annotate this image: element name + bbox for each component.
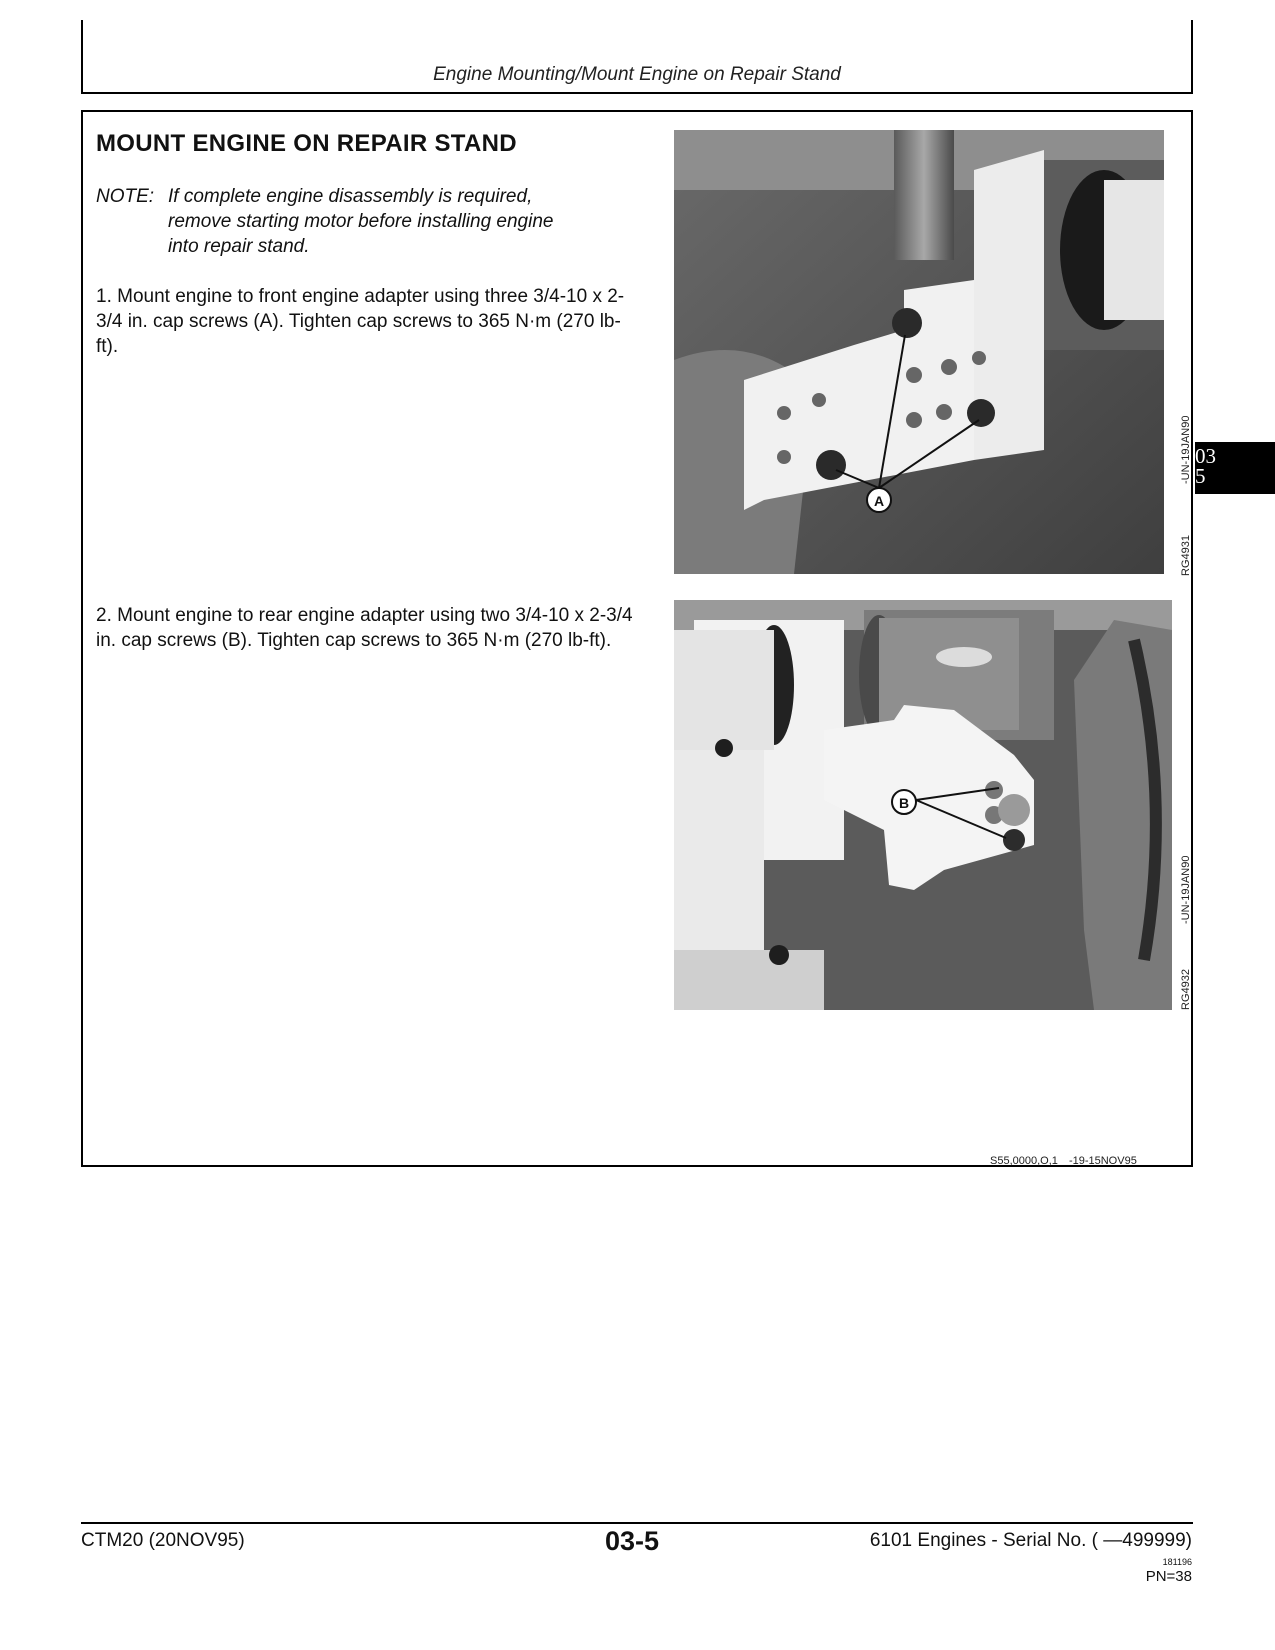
front-adapter-photo (674, 130, 1164, 574)
section-heading: MOUNT ENGINE ON REPAIR STAND (96, 130, 517, 157)
reference-code: S55,0000,O,1 -19-15NOV95 (990, 1155, 1137, 1167)
footer-pn: PN=38 (1145, 1568, 1192, 1585)
step-2-text: 2. Mount engine to rear engine adapter using two 3/4-10 x 2-3/4 in. cap screws (B). Tighten cap screws to 365 N·m (270 lb-ft). (96, 605, 633, 651)
footer-page-number: 03-5 (605, 1526, 660, 1556)
section-tab-line-1: 03 (1195, 444, 1216, 468)
footer-print-code: 181196 (1162, 1557, 1192, 1567)
page-header-title: Engine Mounting/Mount Engine on Repair Stand (433, 64, 841, 85)
footer-manual-id: CTM20 (20NOV95) (81, 1530, 245, 1551)
callout-b: B (898, 795, 910, 811)
footer-rule (81, 1522, 1193, 1524)
note-block (96, 184, 626, 259)
note-line-3: into repair stand. (168, 236, 310, 257)
section-tab-line-2: 5 (1195, 464, 1206, 488)
note-line-2: remove starting motor before installing engine (168, 211, 554, 232)
figure-1-date-code: -UN-19JAN90 (1180, 415, 1192, 484)
page-header-frame (81, 20, 1193, 94)
figure-2-date-code: -UN-19JAN90 (1180, 855, 1192, 924)
callout-a: A (873, 493, 885, 509)
figure-1-code: RG4931 (1180, 535, 1192, 576)
note-label: NOTE: (96, 186, 155, 207)
section-tab (1195, 442, 1275, 494)
step-1-text: 1. Mount engine to front engine adapter using three 3/4-10 x 2-3/4 in. cap screws (A). Tighten cap screws to 365 N·m (270 lb-ft). (96, 286, 625, 357)
rear-adapter-photo (674, 600, 1172, 1010)
footer-engine-serial: 6101 Engines - Serial No. ( —499999) (869, 1530, 1192, 1551)
note-line-1: If complete engine disassembly is required, (168, 186, 533, 207)
figure-2-code: RG4932 (1180, 969, 1192, 1010)
